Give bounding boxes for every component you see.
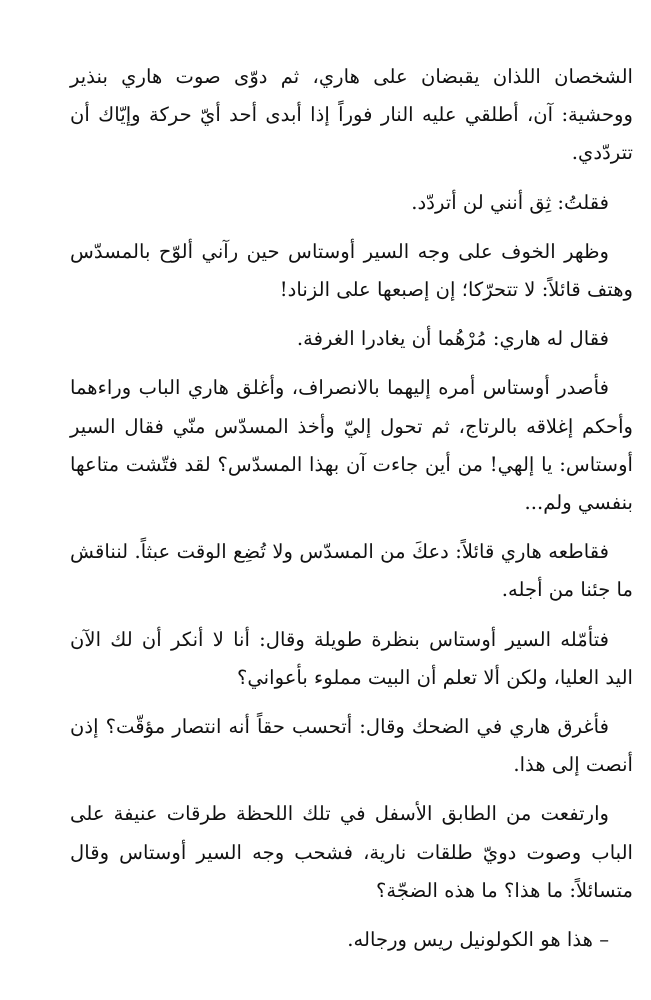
paragraph-7: فتأمّله السير أوستاس بنظرة طويلة وقال: أنا لا أنكر أن لك الآن اليد العليا، ولكن ألا تعلم أن البيت مملوء بأعواني؟ — [70, 627, 633, 689]
paragraph-9: وارتفعت من الطابق الأسفل في تلك اللحظة طرقات عنيفة على الباب وصوت دويّ طلقات نارية، فشحب وجه السير أوستاس وقال متسائلاً: ما هذا؟ ما هذه الضجّة؟ — [70, 802, 633, 902]
paragraph-5: فأصدر أوستاس أمره إليهما بالانصراف، وأغلق هاري الباب وراءهما وأحكم إغلاقه بالرتاج، ثم تحول إليّ وأخذ المسدّس منّي فقال السير أوستاس: يا إلهي! من أين جاءت آن بهذا المسدّس؟ لقد فتّشت متاعها بنفسي ولم... — [70, 376, 633, 515]
book-page — [70, 58, 633, 970]
paragraph-10: – هذا هو الكولونيل ريس ورجاله. — [347, 928, 609, 952]
paragraph-4: فقال له هاري: مُرْهُما أن يغادرا الغرفة. — [296, 327, 609, 351]
paragraph-1: الشخصان اللذان يقبضان على هاري، ثم دوّى صوت هاري بنذير ووحشية: آن، أطلقي عليه النار فوراً إذا أبدى أحد أيّ حركة وإيّاك أن تتردّدي. — [70, 65, 633, 165]
paragraph-3: وظهر الخوف على وجه السير أوستاس حين رآني ألوّح بالمسدّس وهتف قائلاً: لا تتحرّكا؛ إن إصبعها على الزناد! — [70, 239, 633, 302]
paragraph-8: فأغرق هاري في الضحك وقال: أتحسب حقاً أنه انتصار مؤقّت؟ إذن أنصت إلى هذا. — [70, 715, 633, 777]
paragraph-6: فقاطعه هاري قائلاً: دعكَ من المسدّس ولا تُضِع الوقت عبثاً. لنناقش ما جئنا من أجله. — [70, 540, 633, 602]
paragraph-2: فقلتُ: ثِق أنني لن أتردّد. — [411, 190, 609, 214]
